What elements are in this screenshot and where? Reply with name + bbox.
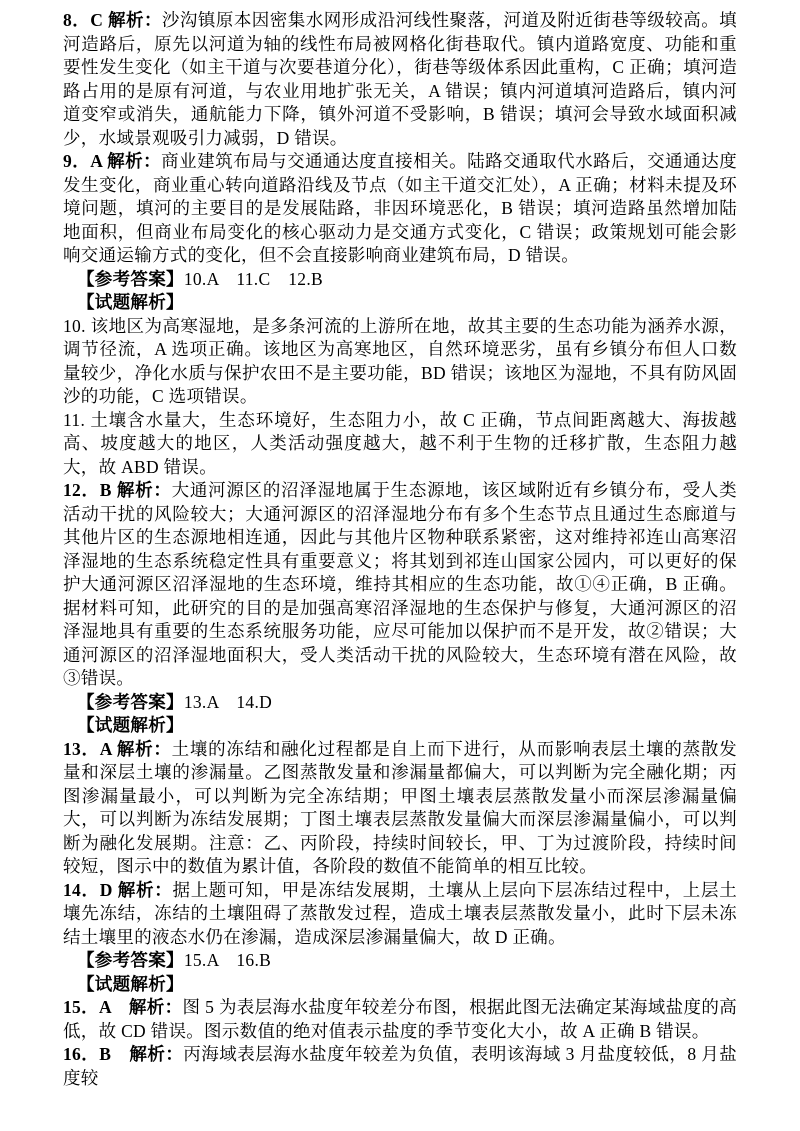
answer-lead-q12: 12．B 解析：: [63, 480, 172, 500]
reference-answers-values-2: 13.A 14.D: [183, 691, 273, 712]
answer-lead-q16: 16．B 解析：: [63, 1044, 184, 1064]
reference-answers-values: 10.A 11.C 12.B: [183, 268, 324, 289]
answer-body-q11: 土壤含水量大，生态环境好，生态阻力小，故 C 正确，节点间距离越大、海拔越高、坡度越大的地区，人类活动强度越大，越不利于生物的迁移扩散，生态阻力越大，故 ABD 错误。: [63, 409, 737, 477]
answer-item-q12: [63, 479, 737, 691]
answer-item-q15: [63, 996, 737, 1043]
answer-body-q8: 沙沟镇原本因密集水网形成沿河线性聚落，河道及附近街巷等级较高。填河造路后，原先以河道为轴的线性布局被网格化街巷取代。镇内道路宽度、功能和重要性发生变化（如主干道与次要巷道分化），街巷等级体系因此重构，C 正确；填河造路占用的是原有河道，与农业用地扩张无关，A 错误；镇内河道填河造路后，镇内河道变窄或消失，通航能力下降，镇外河道不受影响，B 错误；填河会导致水域面积减少，水域景观吸引力减弱，D 错误。: [63, 10, 737, 148]
reference-answers-label-3: 【参考答案】: [77, 950, 184, 970]
answer-item-q9: [63, 150, 737, 268]
analysis-section-label-2: [63, 714, 737, 738]
answer-lead-q11: 11.: [63, 409, 91, 430]
answer-lead-q9: 9．A 解析：: [63, 151, 162, 171]
answer-body-q10: 该地区为高寒湿地，是多条河流的上游所在地，故其主要的生态功能为涵养水源，调节径流，A 选项正确。该地区为高寒地区，自然环境恶劣，虽有乡镇分布但人口数量较少，净化水质与保护农田不是主要功能，BD 错误；该地区为湿地，不具有防风固沙的功能，C 选项错误。: [63, 315, 738, 406]
reference-answers-13-14: [63, 691, 737, 715]
analysis-label-2: 【试题解析】: [77, 715, 184, 735]
reference-answers-values-3: 15.A 16.B: [183, 950, 272, 970]
answer-item-q11: [63, 409, 737, 480]
analysis-section-label-1: [63, 291, 737, 315]
reference-answers-15-16: [63, 949, 737, 973]
answer-item-q8: [63, 9, 737, 150]
reference-answers-label: 【参考答案】: [77, 268, 184, 289]
answer-body-q15: 图 5 为表层海水盐度年较差分布图，根据此图无法确定某海域盐度的高低，故 CD 错误。图示数值的绝对值表示盐度的季节变化大小，故 A 正确 B 错误。: [63, 997, 737, 1041]
answer-lead-q14: 14．D 解析：: [63, 879, 173, 900]
analysis-section-label-3: [63, 973, 737, 997]
reference-answers-label-2: 【参考答案】: [77, 691, 184, 712]
answer-body-q14: 据上题可知，甲是冻结发展期，土壤从上层向下层冻结过程中，上层土壤先冻结，冻结的土壤阻碍了蒸散发过程，造成土壤表层蒸散发量小，此时下层未冻结土壤里的液态水仍在渗漏，造成深层渗漏量偏大，故 D 正确。: [63, 879, 737, 947]
answer-item-q16: [63, 1043, 737, 1090]
answer-item-q13: [63, 738, 737, 879]
answer-lead-q13: 13．A 解析：: [63, 738, 172, 759]
answer-lead-q8: 8．C 解析：: [63, 10, 162, 30]
answer-body-q9: 商业建筑布局与交通通达度直接相关。陆路交通取代水路后，交通通达度发生变化，商业重心转向道路沿线及节点（如主干道交汇处），A 正确；材料未提及环境问题，填河的主要目的是发展陆路，非因环境恶化，B 错误；填河造路虽然增加陆地面积，但商业布局变化的核心驱动力是交通方式变化，C 错误；政策规划可能会影响交通运输方式的变化，但不会直接影响商业建筑布局，D 错误。: [63, 151, 737, 265]
reference-answers-10-12: [63, 268, 737, 292]
analysis-label-3: 【试题解析】: [77, 973, 184, 994]
answer-body-q13: 土壤的冻结和融化过程都是自上而下进行，从而影响表层土壤的蒸散发量和深层土壤的渗漏量。乙图蒸散发量和渗漏量都偏大，可以判断为完全融化期；丙图渗漏量最小，可以判断为完全冻结期；甲图土壤表层蒸散发量小而深层渗漏量偏大，可以判断为冻结发展期；丁图土壤表层蒸散发量偏大而深层渗漏量偏小，可以判断为融化发展期。注意：乙、丙阶段，持续时间较长，甲、丁为过渡阶段，持续时间较短，图示中的数值为累计值，各阶段的数值不能简单的相互比较。: [63, 738, 737, 876]
analysis-label: 【试题解析】: [77, 292, 184, 312]
answer-body-q12: 大通河源区的沼泽湿地属于生态源地，该区域附近有乡镇分布，受人类活动干扰的风险较大；大通河源区的沼泽湿地分布有多个生态节点且通过生态廊道与其他片区的生态源地相连通，因此与其他片区物种联系紧密，这对维持祁连山高寒沼泽湿地的生态系统稳定性具有重要意义；将其划到祁连山国家公园内，可以更好的保护大通河源区沼泽湿地的生态环境，维持其相应的生态功能，故①④正确，B 正确。据材料可知，此研究的目的是加强高寒沼泽湿地的生态保护与修复，大通河源区的沼泽湿地具有重要的生态系统服务功能，应尽可能加以保护而不是开发，故②错误；大通河源区的沼泽湿地面积大，受人类活动干扰的风险较大，生态环境有潜在风险，故③错误。: [63, 480, 737, 688]
answer-body-q16: 丙海域表层海水盐度年较差为负值，表明该海域 3 月盐度较低，8 月盐度较: [63, 1044, 737, 1088]
answer-lead-q10: 10.: [63, 315, 91, 336]
answer-lead-q15: 15．A 解析：: [63, 997, 183, 1017]
answer-item-q10: [63, 315, 737, 409]
answer-item-q14: [63, 879, 737, 950]
